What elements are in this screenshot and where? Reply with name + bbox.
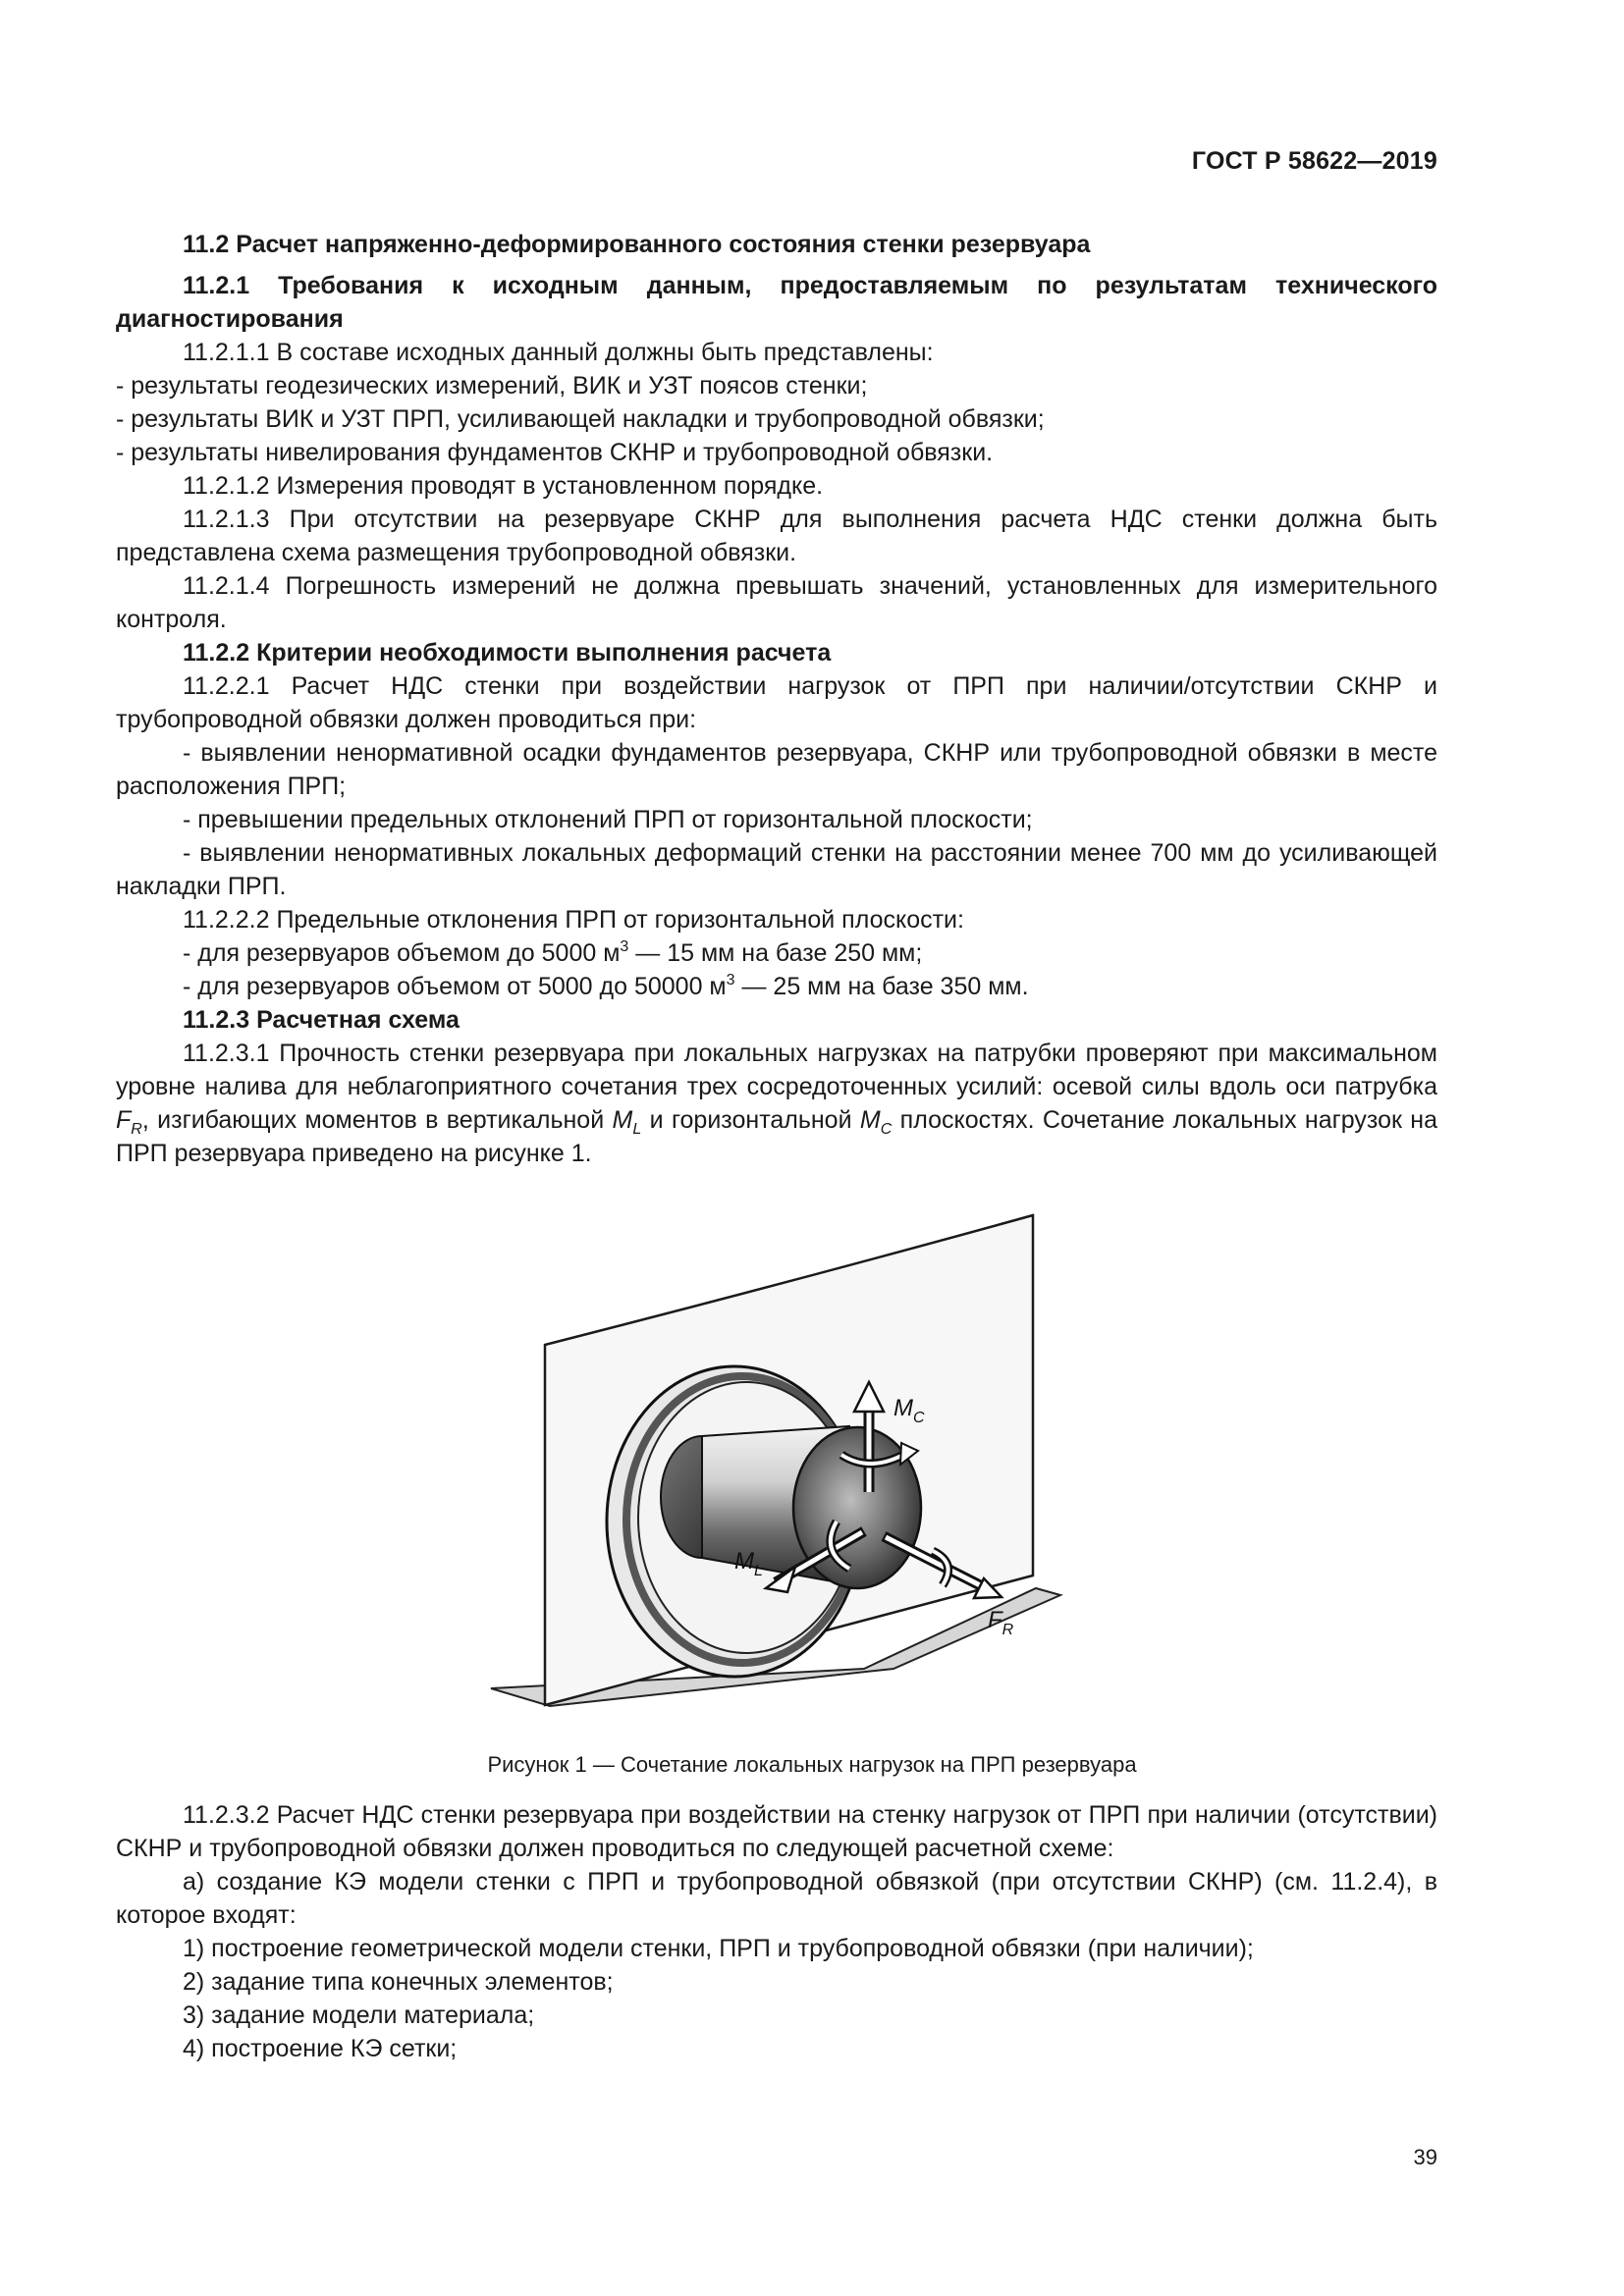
paragraph: а) создание КЭ модели стенки с ПРП и трубопроводной обвязкой (при отсутствии СКНР) (см. 11.2.4), в которое входят: bbox=[116, 1868, 1437, 1929]
section-heading-11-2-2: 11.2.2 Критерии необходимости выполнения расчета bbox=[183, 639, 832, 667]
symbol-ml: M bbox=[612, 1106, 633, 1134]
section-heading-11-2-1: 11.2.1 Требования к исходным данным, предоставляемым по результатам технического диагностирования bbox=[116, 272, 1437, 333]
list-item: 4) построение КЭ сетки; bbox=[183, 2035, 458, 2062]
paragraph-text: плоскостях. Сочетание локальных нагрузок на ПРП резервуара приведено на рисунке 1. bbox=[116, 1106, 1437, 1167]
subscript-text: C bbox=[880, 1121, 893, 1138]
figure-caption: Рисунок 1 — Сочетание локальных нагрузок на ПРП резервуара bbox=[487, 1752, 1137, 1777]
subscript-text: L bbox=[632, 1121, 642, 1138]
label-fr: $F_R$ bbox=[988, 1607, 1014, 1638]
subscript bbox=[632, 1121, 641, 1138]
list-item: - выявлении ненормативных локальных деформаций стенки на расстоянии менее 700 мм до усиливающей накладки ПРП. bbox=[116, 839, 1437, 900]
subscript-text: R bbox=[131, 1121, 142, 1138]
list-item: - результаты нивелирования фундаментов СКНР и трубопроводной обвязки. bbox=[116, 439, 994, 466]
symbol-fr: F bbox=[116, 1106, 132, 1134]
list-item: - выявлении ненормативной осадки фундаментов резервуара, СКНР или трубопроводной обвязки в месте расположения ПРП; bbox=[116, 739, 1437, 800]
list-item-text: - для резервуаров объемом до 5000 м bbox=[183, 939, 621, 967]
section-heading-11-2: 11.2 Расчет напряженно-деформированного состояния стенки резервуара bbox=[183, 231, 1091, 258]
list-item-text: — 25 мм на базе 350 мм. bbox=[734, 973, 1029, 1000]
document-code: ГОСТ Р 58622—2019 bbox=[1191, 147, 1437, 175]
list-item: 1) построение геометрической модели стенки, ПРП и трубопроводной обвязки (при наличии); bbox=[183, 1935, 1254, 1962]
figure-nozzle-loads bbox=[471, 1198, 1100, 1728]
paragraph-text: 11.2.3.1 Прочность стенки резервуара при локальных нагрузках на патрубки проверяют при максимальном уровне налива для неблагоприятного сочетания трех сосредоточенных усилий: осевой силы вдоль оси патрубка bbox=[116, 1040, 1437, 1100]
list-item bbox=[116, 936, 1437, 970]
paragraph: 11.2.1.3 При отсутствии на резервуаре СКНР для выполнения расчета НДС стенки должна быть представлена схема размещения трубопроводной обвязки. bbox=[116, 506, 1437, 566]
subscript bbox=[881, 1121, 893, 1138]
label-ml: $M_L$ bbox=[734, 1548, 763, 1579]
label-mc: $M_C$ bbox=[893, 1395, 925, 1426]
main-text-continued bbox=[116, 1798, 1437, 2065]
subscript bbox=[131, 1121, 142, 1138]
paragraph: 11.2.1.1 В составе исходных данный должны быть представлены: bbox=[183, 339, 934, 366]
section-heading-11-2-3: 11.2.3 Расчетная схема bbox=[183, 1006, 460, 1034]
list-item-text: - для резервуаров объемом от 5000 до 50000 м bbox=[183, 973, 727, 1000]
paragraph: 11.2.2.1 Расчет НДС стенки при воздействии нагрузок от ПРП при наличии/отсутствии СКНР и трубопроводной обвязки должен проводиться при: bbox=[116, 672, 1437, 733]
symbol-mc: M bbox=[859, 1106, 881, 1134]
main-text bbox=[116, 228, 1437, 1170]
list-item-text: — 15 мм на базе 250 мм; bbox=[628, 939, 923, 967]
list-item: - превышении предельных отклонений ПРП от горизонтальной плоскости; bbox=[183, 806, 1033, 833]
list-item: - результаты ВИК и УЗТ ПРП, усиливающей накладки и трубопроводной обвязки; bbox=[116, 405, 1045, 433]
paragraph: 11.2.1.4 Погрешность измерений не должна превышать значений, установленных для измерительного контроля. bbox=[116, 572, 1437, 633]
list-item: 2) задание типа конечных элементов; bbox=[183, 1968, 614, 1996]
page-number: 39 bbox=[1413, 2145, 1437, 2169]
superscript: 3 bbox=[620, 938, 629, 955]
paragraph: 11.2.2.2 Предельные отклонения ПРП от горизонтальной плоскости: bbox=[183, 906, 964, 934]
list-item: 3) задание модели материала; bbox=[183, 2002, 535, 2029]
paragraph-text: и горизонтальной bbox=[641, 1106, 860, 1134]
superscript: 3 bbox=[726, 972, 735, 988]
paragraph-text: , изгибающих моментов в вертикальной bbox=[141, 1106, 613, 1134]
paragraph bbox=[116, 1037, 1437, 1170]
list-item: - результаты геодезических измерений, ВИК и УЗТ поясов стенки; bbox=[116, 372, 868, 400]
paragraph: 11.2.3.2 Расчет НДС стенки резервуара при воздействии на стенку нагрузок от ПРП при наличии (отсутствии) СКНР и трубопроводной обвязки должен проводиться по следующей расчетной схеме: bbox=[116, 1801, 1437, 1862]
paragraph: 11.2.1.2 Измерения проводят в установленном порядке. bbox=[183, 472, 824, 500]
list-item bbox=[116, 970, 1437, 1003]
